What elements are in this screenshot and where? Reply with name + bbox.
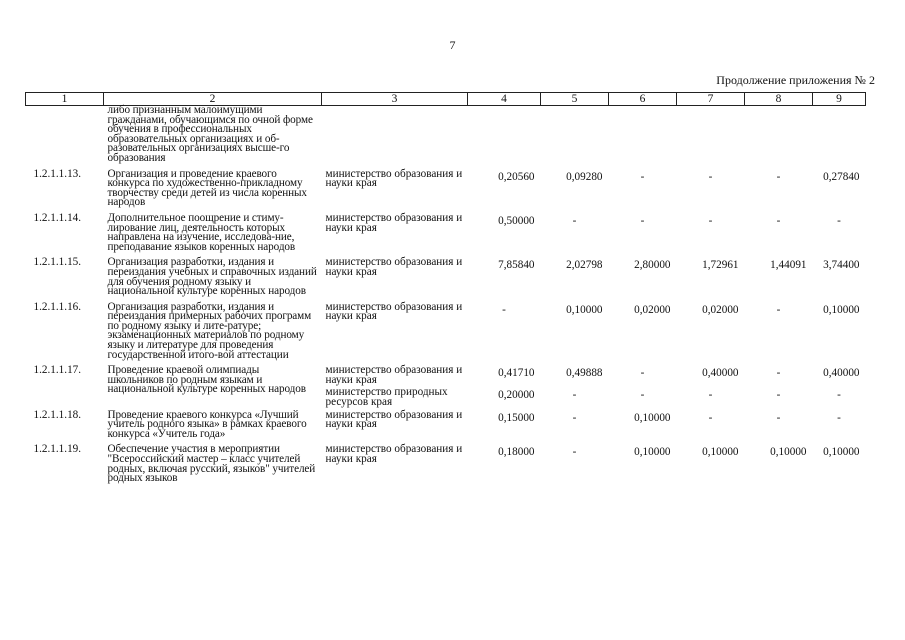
column-header: 9 xyxy=(813,93,866,106)
funding-value: 0,15000 xyxy=(498,411,535,424)
funding-value: 0,18000 xyxy=(498,446,535,459)
table-row xyxy=(26,363,866,385)
funding-value: - xyxy=(708,170,713,183)
table-row xyxy=(26,408,866,443)
funding-value: 0,49888 xyxy=(566,367,603,380)
funding-value: - xyxy=(640,389,645,402)
funding-value: 2,02798 xyxy=(566,259,603,272)
funding-value xyxy=(745,106,813,167)
funding-value: - xyxy=(776,303,781,316)
funding-value: - xyxy=(640,214,645,227)
funding-value: - xyxy=(572,389,577,402)
item-description: Проведение краевого конкурса «Лучший учитель родного языка» в рамках краевого конкурса «Учитель года» xyxy=(107,408,307,440)
item-executor: министерство природных ресурсов края xyxy=(325,386,448,409)
funding-value: - xyxy=(502,303,506,316)
column-header: 6 xyxy=(609,93,677,106)
item-code: 1.2.1.1.14. xyxy=(33,211,82,224)
funding-value: - xyxy=(776,214,781,227)
item-code: 1.2.1.1.17. xyxy=(33,364,82,377)
funding-value: - xyxy=(640,367,645,380)
table-row xyxy=(26,106,866,167)
table-row xyxy=(26,442,866,486)
funding-value: 1,44091 xyxy=(770,259,807,272)
funding-value xyxy=(813,106,866,167)
continuation-caption: Продолжение приложения № 2 xyxy=(716,73,875,87)
column-header: 5 xyxy=(541,93,609,106)
funding-value: - xyxy=(837,389,841,402)
item-executor xyxy=(322,106,468,167)
funding-value: 0,40000 xyxy=(823,367,860,380)
funding-value: - xyxy=(572,214,577,227)
item-executor: министерство образования и науки края xyxy=(325,211,463,234)
funding-value: 0,10000 xyxy=(823,303,860,316)
funding-value: 1,72961 xyxy=(702,259,739,272)
item-code: 1.2.1.1.18. xyxy=(33,408,82,421)
table-row xyxy=(26,300,866,364)
funding-value: - xyxy=(776,367,781,380)
funding-value xyxy=(468,106,541,167)
funding-value: - xyxy=(776,411,781,424)
funding-value: 3,74400 xyxy=(823,259,860,272)
funding-value: 2,80000 xyxy=(634,259,671,272)
funding-value: 0,20560 xyxy=(498,170,535,183)
funding-value: 0,02000 xyxy=(634,303,671,316)
funding-value: 0,50000 xyxy=(498,214,535,227)
item-executor: министерство образования и науки края xyxy=(325,364,463,386)
funding-value: - xyxy=(776,170,781,183)
funding-value xyxy=(609,106,677,167)
funding-value: 7,85840 xyxy=(498,259,535,272)
item-executor: министерство образования и науки края xyxy=(325,443,463,465)
funding-value: - xyxy=(572,411,577,424)
column-header: 8 xyxy=(745,93,813,106)
funding-value: - xyxy=(640,170,645,183)
column-header: 7 xyxy=(677,93,745,106)
funding-value: 0,40000 xyxy=(702,367,739,380)
table-row xyxy=(26,167,866,211)
funding-value: - xyxy=(708,411,713,424)
table-row xyxy=(26,255,866,299)
funding-value: 0,10000 xyxy=(770,446,807,459)
item-code xyxy=(26,106,104,167)
item-code: 1.2.1.1.13. xyxy=(33,167,82,180)
item-code: 1.2.1.1.19. xyxy=(33,443,82,456)
item-code: 1.2.1.1.16. xyxy=(33,300,82,313)
funding-value: - xyxy=(708,214,713,227)
item-description: Проведение краевой олимпиады школьников по родным языкам и национальной культуре коренных народов xyxy=(107,364,306,396)
funding-value: 0,02000 xyxy=(702,303,739,316)
item-executor: министерство образования и науки края xyxy=(325,300,463,323)
item-description: Организация разработки, издания и переиздания примерных рабочих программ по родному языку и лите-ратуре; экзаменационных материалов по родному языку и литературе для проведения государственной итого-вой аттестации xyxy=(107,300,312,361)
item-executor: министерство образования и науки края xyxy=(325,256,463,278)
funding-value: - xyxy=(837,411,841,424)
item-description: Организация разработки, издания и переиздания учебных и справочных изданий для обучения родному языку и национальной культуре коренных народов xyxy=(107,256,317,298)
funding-value: 0,41710 xyxy=(498,367,535,380)
funding-value: 0,27840 xyxy=(823,170,860,183)
funding-value: 0,10000 xyxy=(702,446,739,459)
funding-value: - xyxy=(776,389,781,402)
item-code: 1.2.1.1.15. xyxy=(33,256,82,269)
column-header: 2 xyxy=(104,93,322,106)
item-executor: министерство образования и науки края xyxy=(325,167,463,190)
funding-value: 0,10000 xyxy=(634,411,671,424)
column-header: 3 xyxy=(322,93,468,106)
funding-value: 0,10000 xyxy=(566,303,603,316)
funding-value xyxy=(541,106,609,167)
funding-value xyxy=(677,106,745,167)
item-description: либо признанным малоимущими гражданами, обучающимся по очной форме обучения в профессиональных образовательных организациях и об-разовательных организациях высше-го образования xyxy=(107,104,313,164)
item-description: Организация и проведение краевого конкурса по художественно-прикладному творчеству среди детей из числа коренных народов xyxy=(107,167,307,209)
funding-value: - xyxy=(837,214,841,227)
column-header: 1 xyxy=(26,93,104,106)
table-row xyxy=(26,211,866,255)
table-body xyxy=(26,106,866,487)
item-description: Обеспечение участия в мероприятии "Всероссийский мастер – класс учителей родных, включая русский, языков" учителей родных языков xyxy=(107,443,316,485)
item-description: Дополнительное поощрение и стиму-лирование лиц, деятельность которых направлена на изучение, исследова-ние, преподавание языков коренных народов xyxy=(107,211,296,253)
funding-value: 0,10000 xyxy=(823,446,860,459)
funding-value: 0,09280 xyxy=(566,170,603,183)
funding-value: - xyxy=(572,446,577,459)
program-table xyxy=(25,92,866,487)
funding-value: 0,10000 xyxy=(634,446,671,459)
column-header: 4 xyxy=(468,93,541,106)
funding-value: 0,20000 xyxy=(498,389,535,402)
funding-value: - xyxy=(708,389,713,402)
page-number: 7 xyxy=(449,38,456,52)
item-executor: министерство образования и науки края xyxy=(325,408,463,431)
